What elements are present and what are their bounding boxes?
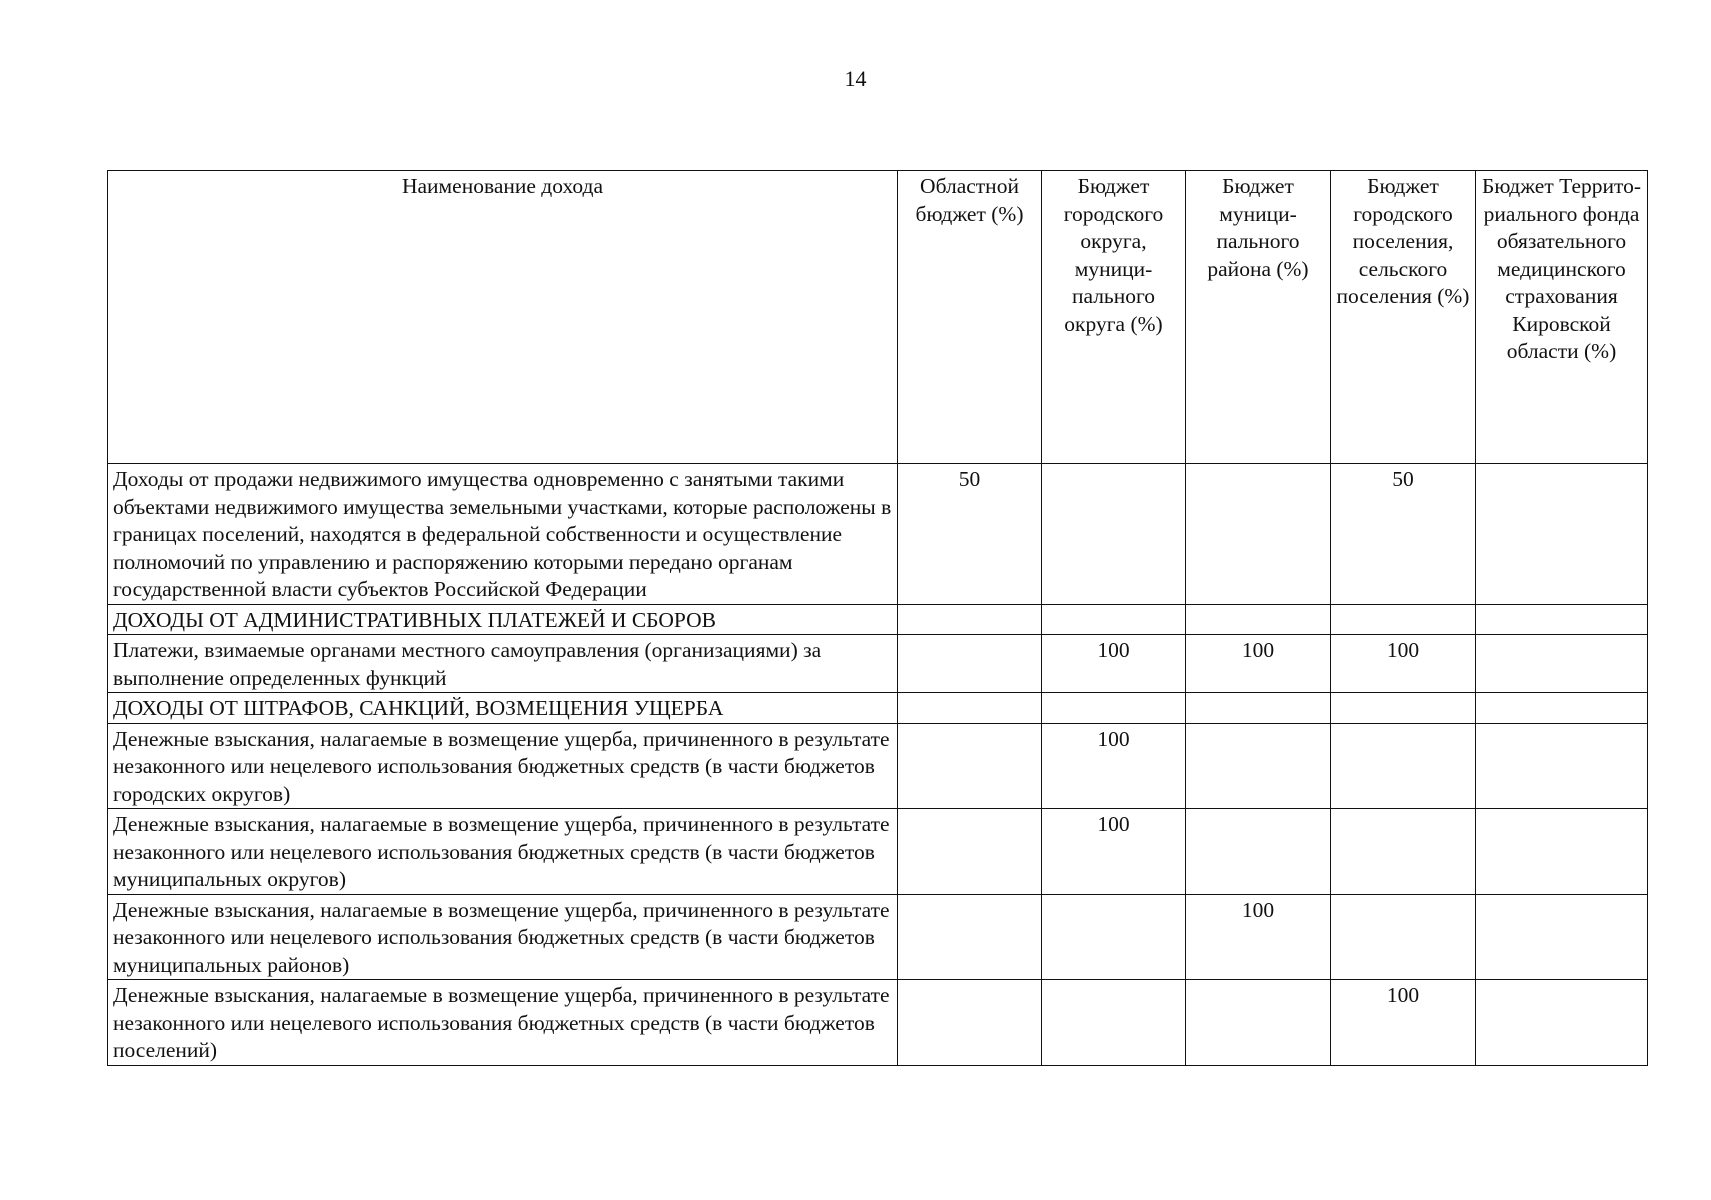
section-heading: ДОХОДЫ ОТ АДМИНИСТРАТИВНЫХ ПЛАТЕЖЕЙ И СБОРОВ — [108, 604, 898, 635]
table-row — [108, 723, 1648, 809]
empty-cell — [1331, 693, 1476, 724]
table-row — [108, 980, 1648, 1066]
tfoms-value-cell — [1476, 980, 1648, 1066]
revenue-name-cell: Денежные взыскания, налагаемые в возмещение ущерба, причиненного в результате незаконного или нецелевого использования бюджетных средств (в части бюджетов муниципальных округов) — [108, 809, 898, 895]
settlement-value-cell: 50 — [1331, 464, 1476, 605]
header-revenue-name: Наименование дохода — [108, 171, 898, 464]
header-settlement-budget: Бюджет городского поселения, сельского поселения (%) — [1331, 171, 1476, 464]
empty-cell — [1331, 604, 1476, 635]
tfoms-value-cell — [1476, 464, 1648, 605]
empty-cell — [1476, 604, 1648, 635]
settlement-value-cell: 100 — [1331, 980, 1476, 1066]
regional-value-cell — [898, 980, 1042, 1066]
revenue-name-cell: Платежи, взимаемые органами местного самоуправления (организациями) за выполнение определенных функций — [108, 635, 898, 693]
empty-cell — [898, 604, 1042, 635]
empty-cell — [1186, 604, 1331, 635]
city-okrug-value-cell: 100 — [1042, 635, 1186, 693]
table-header-row — [108, 171, 1648, 464]
page-number: 14 — [844, 66, 867, 91]
city-okrug-value-cell: 100 — [1042, 723, 1186, 809]
tfoms-value-cell — [1476, 809, 1648, 895]
municipal-rayon-value-cell — [1186, 723, 1331, 809]
settlement-value-cell — [1331, 723, 1476, 809]
city-okrug-value-cell — [1042, 980, 1186, 1066]
settlement-value-cell — [1331, 894, 1476, 980]
municipal-rayon-value-cell — [1186, 980, 1331, 1066]
tfoms-value-cell — [1476, 723, 1648, 809]
table-row — [108, 894, 1648, 980]
revenue-name-cell: Денежные взыскания, налагаемые в возмещение ущерба, причиненного в результате незаконного или нецелевого использования бюджетных средств (в части бюджетов поселений) — [108, 980, 898, 1066]
city-okrug-value-cell — [1042, 464, 1186, 605]
revenue-name-cell: Денежные взыскания, налагаемые в возмещение ущерба, причиненного в результате незаконного или нецелевого использования бюджетных средств (в части бюджетов городских округов) — [108, 723, 898, 809]
regional-value-cell: 50 — [898, 464, 1042, 605]
settlement-value-cell: 100 — [1331, 635, 1476, 693]
table-row — [108, 635, 1648, 693]
revenue-distribution-table — [107, 170, 1648, 1066]
tfoms-value-cell — [1476, 894, 1648, 980]
section-row — [108, 693, 1648, 724]
revenue-name-cell: Денежные взыскания, налагаемые в возмещение ущерба, причиненного в результате незаконного или нецелевого использования бюджетных средств (в части бюджетов муниципальных районов) — [108, 894, 898, 980]
city-okrug-value-cell — [1042, 894, 1186, 980]
municipal-rayon-value-cell — [1186, 809, 1331, 895]
regional-value-cell — [898, 723, 1042, 809]
municipal-rayon-value-cell: 100 — [1186, 894, 1331, 980]
municipal-rayon-value-cell — [1186, 464, 1331, 605]
section-heading: ДОХОДЫ ОТ ШТРАФОВ, САНКЦИЙ, ВОЗМЕЩЕНИЯ УЩЕРБА — [108, 693, 898, 724]
section-row — [108, 604, 1648, 635]
revenue-name-cell: Доходы от продажи недвижимого имущества одновременно с занятыми такими объектами недвижимого имущества земельными участками, которые расположены в границах поселений, находятся в федеральной собственности и осуществление полномочий по управлению и распоряжению которыми передано органам государственной власти субъектов Российской Федерации — [108, 464, 898, 605]
empty-cell — [898, 693, 1042, 724]
empty-cell — [1042, 604, 1186, 635]
regional-value-cell — [898, 809, 1042, 895]
municipal-rayon-value-cell: 100 — [1186, 635, 1331, 693]
empty-cell — [1476, 693, 1648, 724]
regional-value-cell — [898, 894, 1042, 980]
header-tfoms-budget: Бюджет Террито-риального фонда обязательного медицинского страхования Кировской области (%) — [1476, 171, 1648, 464]
header-city-okrug-budget: Бюджет городского округа, муници-пального округа (%) — [1042, 171, 1186, 464]
header-regional-budget: Областной бюджет (%) — [898, 171, 1042, 464]
tfoms-value-cell — [1476, 635, 1648, 693]
settlement-value-cell — [1331, 809, 1476, 895]
regional-value-cell — [898, 635, 1042, 693]
empty-cell — [1186, 693, 1331, 724]
empty-cell — [1042, 693, 1186, 724]
table-row — [108, 464, 1648, 605]
table-row — [108, 809, 1648, 895]
header-municipal-rayon-budget: Бюджет муници-пального района (%) — [1186, 171, 1331, 464]
city-okrug-value-cell: 100 — [1042, 809, 1186, 895]
